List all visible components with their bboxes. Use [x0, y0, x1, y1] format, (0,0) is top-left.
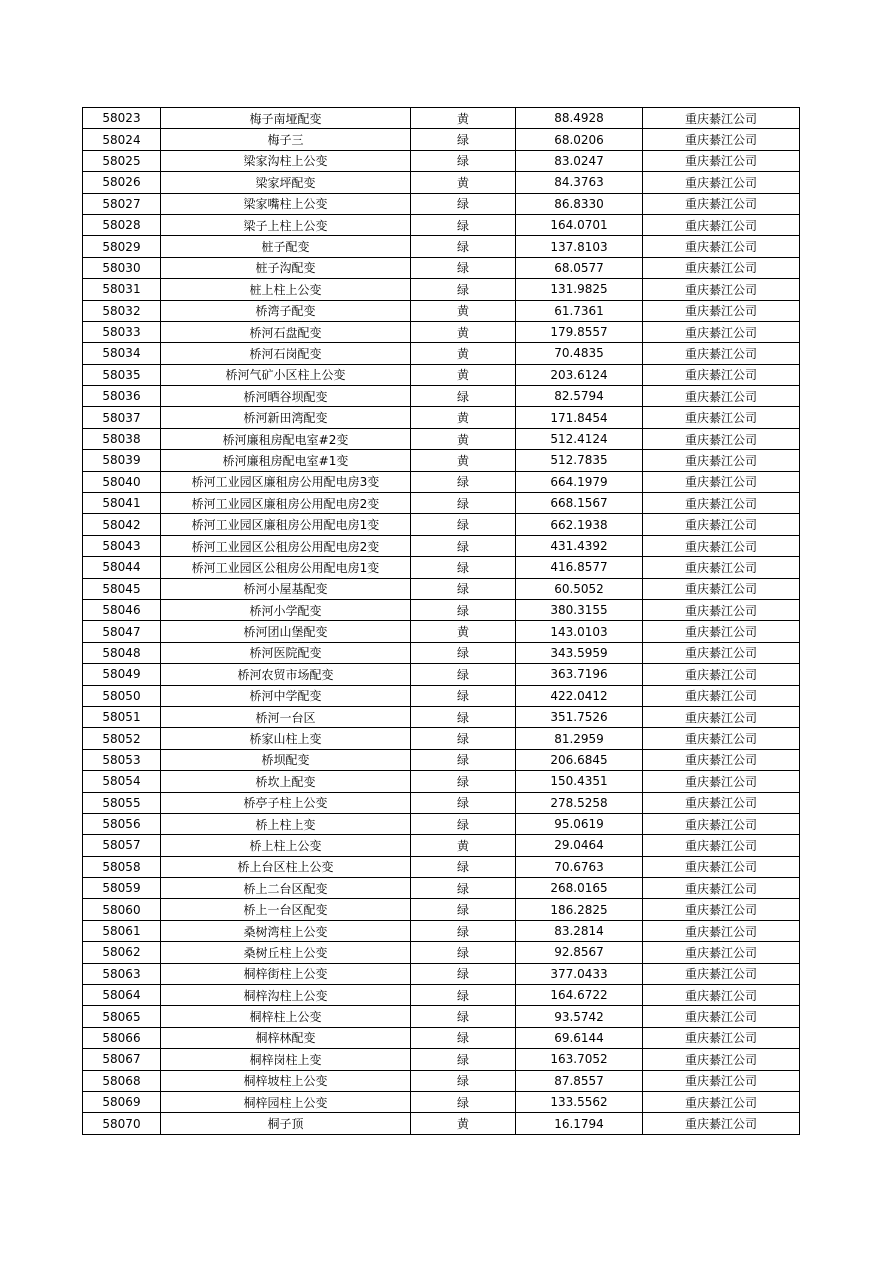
cell-value: 512.4124: [516, 428, 643, 449]
cell-name: 桩子配变: [161, 236, 411, 257]
cell-status: 黄: [411, 343, 516, 364]
cell-name: 桐子顶: [161, 1113, 411, 1134]
cell-status: 绿: [411, 963, 516, 984]
cell-status: 绿: [411, 279, 516, 300]
cell-company: 重庆綦江公司: [643, 1049, 800, 1070]
table-row: [83, 706, 800, 727]
cell-status: 绿: [411, 386, 516, 407]
cell-value: 377.0433: [516, 963, 643, 984]
cell-company: 重庆綦江公司: [643, 321, 800, 342]
cell-status: 黄: [411, 407, 516, 428]
cell-name: 桥湾子配变: [161, 300, 411, 321]
cell-id: 58039: [83, 450, 161, 471]
table-row: [83, 685, 800, 706]
cell-value: 61.7361: [516, 300, 643, 321]
cell-value: 16.1794: [516, 1113, 643, 1134]
cell-status: 绿: [411, 471, 516, 492]
cell-status: 绿: [411, 493, 516, 514]
cell-company: 重庆綦江公司: [643, 557, 800, 578]
table-row: [83, 642, 800, 663]
cell-id: 58023: [83, 108, 161, 129]
cell-value: 164.6722: [516, 985, 643, 1006]
cell-value: 137.8103: [516, 236, 643, 257]
cell-id: 58050: [83, 685, 161, 706]
cell-id: 58053: [83, 749, 161, 770]
cell-status: 绿: [411, 942, 516, 963]
table-row: [83, 963, 800, 984]
cell-id: 58037: [83, 407, 161, 428]
cell-id: 58033: [83, 321, 161, 342]
cell-id: 58025: [83, 150, 161, 171]
cell-value: 668.1567: [516, 493, 643, 514]
cell-id: 58036: [83, 386, 161, 407]
cell-status: 绿: [411, 685, 516, 706]
cell-status: 绿: [411, 129, 516, 150]
cell-id: 58045: [83, 578, 161, 599]
cell-name: 梁子上柱上公变: [161, 214, 411, 235]
cell-company: 重庆綦江公司: [643, 300, 800, 321]
cell-value: 343.5959: [516, 642, 643, 663]
cell-name: 梅子南垭配变: [161, 108, 411, 129]
table-row: [83, 150, 800, 171]
cell-name: 桥河工业园区公租房公用配电房1变: [161, 557, 411, 578]
cell-company: 重庆綦江公司: [643, 471, 800, 492]
cell-name: 梅子三: [161, 129, 411, 150]
table-row: [83, 856, 800, 877]
cell-company: 重庆綦江公司: [643, 1006, 800, 1027]
cell-name: 桥河工业园区廉租房公用配电房3变: [161, 471, 411, 492]
table-row: [83, 985, 800, 1006]
cell-name: 桑树湾柱上公变: [161, 920, 411, 941]
cell-status: 绿: [411, 599, 516, 620]
cell-id: 58034: [83, 343, 161, 364]
cell-status: 黄: [411, 428, 516, 449]
cell-value: 171.8454: [516, 407, 643, 428]
cell-status: 黄: [411, 450, 516, 471]
cell-company: 重庆綦江公司: [643, 386, 800, 407]
table-row: [83, 493, 800, 514]
cell-value: 278.5258: [516, 792, 643, 813]
cell-value: 143.0103: [516, 621, 643, 642]
cell-name: 桥河一台区: [161, 706, 411, 727]
cell-company: 重庆綦江公司: [643, 728, 800, 749]
cell-status: 绿: [411, 813, 516, 834]
cell-company: 重庆綦江公司: [643, 578, 800, 599]
cell-status: 绿: [411, 1091, 516, 1112]
cell-company: 重庆綦江公司: [643, 364, 800, 385]
cell-company: 重庆綦江公司: [643, 493, 800, 514]
table-row: [83, 428, 800, 449]
table-row: [83, 771, 800, 792]
cell-value: 363.7196: [516, 664, 643, 685]
cell-value: 69.6144: [516, 1027, 643, 1048]
cell-value: 431.4392: [516, 535, 643, 556]
cell-value: 68.0577: [516, 257, 643, 278]
cell-value: 82.5794: [516, 386, 643, 407]
cell-company: 重庆綦江公司: [643, 108, 800, 129]
cell-status: 绿: [411, 1006, 516, 1027]
cell-name: 桥河石岗配变: [161, 343, 411, 364]
cell-id: 58052: [83, 728, 161, 749]
cell-value: 179.8557: [516, 321, 643, 342]
cell-name: 桥河小屋基配变: [161, 578, 411, 599]
cell-name: 桥上一台区配变: [161, 899, 411, 920]
table-row: [83, 1006, 800, 1027]
cell-name: 桥亭子柱上公变: [161, 792, 411, 813]
cell-name: 桥河团山堡配变: [161, 621, 411, 642]
table-row: [83, 300, 800, 321]
cell-name: 桥上柱上公变: [161, 835, 411, 856]
cell-id: 58027: [83, 193, 161, 214]
cell-value: 92.8567: [516, 942, 643, 963]
cell-name: 桐梓园柱上公变: [161, 1091, 411, 1112]
cell-id: 58026: [83, 172, 161, 193]
cell-id: 58035: [83, 364, 161, 385]
table-row: [83, 321, 800, 342]
cell-company: 重庆綦江公司: [643, 450, 800, 471]
cell-company: 重庆綦江公司: [643, 749, 800, 770]
cell-status: 绿: [411, 749, 516, 770]
table-row: [83, 514, 800, 535]
cell-company: 重庆綦江公司: [643, 878, 800, 899]
table-row: [83, 193, 800, 214]
cell-status: 黄: [411, 172, 516, 193]
cell-company: 重庆綦江公司: [643, 942, 800, 963]
cell-name: 桥河农贸市场配变: [161, 664, 411, 685]
cell-value: 83.0247: [516, 150, 643, 171]
cell-company: 重庆綦江公司: [643, 343, 800, 364]
cell-company: 重庆綦江公司: [643, 535, 800, 556]
table-row: [83, 813, 800, 834]
cell-value: 93.5742: [516, 1006, 643, 1027]
cell-company: 重庆綦江公司: [643, 1070, 800, 1091]
cell-company: 重庆綦江公司: [643, 856, 800, 877]
cell-company: 重庆綦江公司: [643, 771, 800, 792]
table-row: [83, 471, 800, 492]
cell-id: 58065: [83, 1006, 161, 1027]
cell-name: 桥河新田湾配变: [161, 407, 411, 428]
cell-id: 58064: [83, 985, 161, 1006]
table-row: [83, 1027, 800, 1048]
table-row: [83, 1091, 800, 1112]
cell-name: 桐梓岗柱上变: [161, 1049, 411, 1070]
table-row: [83, 172, 800, 193]
table-row: [83, 792, 800, 813]
cell-value: 164.0701: [516, 214, 643, 235]
cell-company: 重庆綦江公司: [643, 813, 800, 834]
cell-id: 58060: [83, 899, 161, 920]
cell-status: 绿: [411, 514, 516, 535]
cell-company: 重庆綦江公司: [643, 514, 800, 535]
cell-company: 重庆綦江公司: [643, 985, 800, 1006]
cell-company: 重庆綦江公司: [643, 835, 800, 856]
cell-company: 重庆綦江公司: [643, 193, 800, 214]
cell-status: 黄: [411, 300, 516, 321]
cell-status: 绿: [411, 150, 516, 171]
table-row: [83, 942, 800, 963]
cell-status: 绿: [411, 642, 516, 663]
cell-id: 58049: [83, 664, 161, 685]
cell-company: 重庆綦江公司: [643, 963, 800, 984]
cell-name: 桥河廉租房配电室#1变: [161, 450, 411, 471]
cell-name: 桥坎上配变: [161, 771, 411, 792]
cell-id: 58042: [83, 514, 161, 535]
cell-company: 重庆綦江公司: [643, 1027, 800, 1048]
cell-status: 绿: [411, 920, 516, 941]
cell-name: 桐梓街柱上公变: [161, 963, 411, 984]
table-row: [83, 108, 800, 129]
cell-status: 绿: [411, 899, 516, 920]
table-row: [83, 664, 800, 685]
cell-name: 桥河工业园区廉租房公用配电房1变: [161, 514, 411, 535]
cell-name: 桐梓柱上公变: [161, 1006, 411, 1027]
cell-name: 桥家山柱上变: [161, 728, 411, 749]
cell-name: 桥河气矿小区柱上公变: [161, 364, 411, 385]
cell-id: 58054: [83, 771, 161, 792]
cell-status: 黄: [411, 108, 516, 129]
table-row: [83, 899, 800, 920]
cell-status: 绿: [411, 557, 516, 578]
cell-status: 绿: [411, 728, 516, 749]
table-row: [83, 1113, 800, 1134]
cell-company: 重庆綦江公司: [643, 172, 800, 193]
cell-company: 重庆綦江公司: [643, 150, 800, 171]
cell-name: 梁家坪配变: [161, 172, 411, 193]
cell-name: 桐梓沟柱上公变: [161, 985, 411, 1006]
cell-id: 58056: [83, 813, 161, 834]
cell-value: 133.5562: [516, 1091, 643, 1112]
table-row: [83, 599, 800, 620]
cell-value: 87.8557: [516, 1070, 643, 1091]
table-row: [83, 1049, 800, 1070]
cell-company: 重庆綦江公司: [643, 257, 800, 278]
cell-status: 绿: [411, 985, 516, 1006]
cell-status: 绿: [411, 257, 516, 278]
cell-value: 268.0165: [516, 878, 643, 899]
table-row: [83, 129, 800, 150]
cell-id: 58062: [83, 942, 161, 963]
cell-value: 150.4351: [516, 771, 643, 792]
cell-value: 163.7052: [516, 1049, 643, 1070]
cell-name: 桩子沟配变: [161, 257, 411, 278]
cell-status: 绿: [411, 193, 516, 214]
cell-status: 黄: [411, 835, 516, 856]
cell-name: 桥坝配变: [161, 749, 411, 770]
cell-value: 203.6124: [516, 364, 643, 385]
cell-id: 58070: [83, 1113, 161, 1134]
cell-name: 桥河廉租房配电室#2变: [161, 428, 411, 449]
cell-name: 桥河工业园区廉租房公用配电房2变: [161, 493, 411, 514]
cell-company: 重庆綦江公司: [643, 407, 800, 428]
cell-value: 351.7526: [516, 706, 643, 727]
table-row: [83, 621, 800, 642]
table-row: [83, 535, 800, 556]
cell-status: 绿: [411, 792, 516, 813]
cell-id: 58038: [83, 428, 161, 449]
cell-status: 绿: [411, 1027, 516, 1048]
cell-id: 58043: [83, 535, 161, 556]
cell-id: 58058: [83, 856, 161, 877]
table-row: [83, 578, 800, 599]
cell-id: 58066: [83, 1027, 161, 1048]
cell-company: 重庆綦江公司: [643, 642, 800, 663]
cell-id: 58059: [83, 878, 161, 899]
cell-value: 84.3763: [516, 172, 643, 193]
cell-value: 68.0206: [516, 129, 643, 150]
cell-status: 黄: [411, 621, 516, 642]
cell-status: 绿: [411, 535, 516, 556]
cell-status: 绿: [411, 771, 516, 792]
cell-name: 桥河医院配变: [161, 642, 411, 663]
cell-id: 58030: [83, 257, 161, 278]
cell-status: 绿: [411, 214, 516, 235]
cell-status: 黄: [411, 321, 516, 342]
cell-company: 重庆綦江公司: [643, 214, 800, 235]
cell-company: 重庆綦江公司: [643, 599, 800, 620]
cell-id: 58061: [83, 920, 161, 941]
cell-name: 桐梓林配变: [161, 1027, 411, 1048]
cell-status: 绿: [411, 856, 516, 877]
cell-name: 桑树丘柱上公变: [161, 942, 411, 963]
cell-name: 桐梓坡柱上公变: [161, 1070, 411, 1091]
cell-name: 桥上柱上变: [161, 813, 411, 834]
cell-company: 重庆綦江公司: [643, 279, 800, 300]
cell-value: 81.2959: [516, 728, 643, 749]
cell-value: 83.2814: [516, 920, 643, 941]
cell-id: 58046: [83, 599, 161, 620]
cell-company: 重庆綦江公司: [643, 236, 800, 257]
cell-name: 梁家沟柱上公变: [161, 150, 411, 171]
table-row: [83, 557, 800, 578]
table-row: [83, 386, 800, 407]
cell-value: 95.0619: [516, 813, 643, 834]
cell-id: 58032: [83, 300, 161, 321]
table-row: [83, 835, 800, 856]
table-row: [83, 236, 800, 257]
cell-id: 58031: [83, 279, 161, 300]
table-row: [83, 407, 800, 428]
cell-company: 重庆綦江公司: [643, 899, 800, 920]
table-row: [83, 214, 800, 235]
cell-id: 58063: [83, 963, 161, 984]
cell-value: 86.8330: [516, 193, 643, 214]
cell-company: 重庆綦江公司: [643, 664, 800, 685]
table-row: [83, 257, 800, 278]
table-row: [83, 450, 800, 471]
cell-name: 桥上二台区配变: [161, 878, 411, 899]
cell-name: 桥河中学配变: [161, 685, 411, 706]
cell-value: 380.3155: [516, 599, 643, 620]
cell-status: 黄: [411, 364, 516, 385]
cell-company: 重庆綦江公司: [643, 920, 800, 941]
cell-status: 绿: [411, 236, 516, 257]
cell-name: 桥上台区柱上公变: [161, 856, 411, 877]
cell-id: 58044: [83, 557, 161, 578]
cell-id: 58029: [83, 236, 161, 257]
cell-id: 58051: [83, 706, 161, 727]
cell-id: 58057: [83, 835, 161, 856]
table-row: [83, 878, 800, 899]
cell-name: 桥河小学配变: [161, 599, 411, 620]
cell-company: 重庆綦江公司: [643, 428, 800, 449]
cell-value: 512.7835: [516, 450, 643, 471]
cell-value: 70.4835: [516, 343, 643, 364]
station-data-table: [82, 107, 800, 1135]
cell-company: 重庆綦江公司: [643, 621, 800, 642]
cell-id: 58024: [83, 129, 161, 150]
table-row: [83, 728, 800, 749]
cell-value: 206.6845: [516, 749, 643, 770]
cell-id: 58028: [83, 214, 161, 235]
cell-id: 58040: [83, 471, 161, 492]
cell-status: 绿: [411, 664, 516, 685]
cell-value: 416.8577: [516, 557, 643, 578]
table-row: [83, 364, 800, 385]
cell-id: 58048: [83, 642, 161, 663]
cell-value: 664.1979: [516, 471, 643, 492]
table-row: [83, 749, 800, 770]
cell-id: 58067: [83, 1049, 161, 1070]
cell-status: 绿: [411, 1070, 516, 1091]
cell-status: 绿: [411, 706, 516, 727]
cell-id: 58068: [83, 1070, 161, 1091]
cell-name: 桥河石盘配变: [161, 321, 411, 342]
cell-status: 绿: [411, 878, 516, 899]
cell-value: 422.0412: [516, 685, 643, 706]
cell-status: 绿: [411, 1049, 516, 1070]
cell-company: 重庆綦江公司: [643, 685, 800, 706]
cell-status: 黄: [411, 1113, 516, 1134]
cell-name: 桩上柱上公变: [161, 279, 411, 300]
cell-value: 186.2825: [516, 899, 643, 920]
cell-value: 662.1938: [516, 514, 643, 535]
table-row: [83, 279, 800, 300]
cell-id: 58047: [83, 621, 161, 642]
cell-id: 58041: [83, 493, 161, 514]
table-row: [83, 1070, 800, 1091]
cell-company: 重庆綦江公司: [643, 792, 800, 813]
cell-id: 58069: [83, 1091, 161, 1112]
cell-name: 梁家嘴柱上公变: [161, 193, 411, 214]
cell-status: 绿: [411, 578, 516, 599]
table-body: [83, 108, 800, 1135]
cell-company: 重庆綦江公司: [643, 129, 800, 150]
table-row: [83, 920, 800, 941]
cell-name: 桥河工业园区公租房公用配电房2变: [161, 535, 411, 556]
cell-value: 131.9825: [516, 279, 643, 300]
cell-company: 重庆綦江公司: [643, 1091, 800, 1112]
cell-company: 重庆綦江公司: [643, 1113, 800, 1134]
cell-name: 桥河晒谷坝配变: [161, 386, 411, 407]
cell-value: 29.0464: [516, 835, 643, 856]
cell-company: 重庆綦江公司: [643, 706, 800, 727]
table-row: [83, 343, 800, 364]
cell-value: 88.4928: [516, 108, 643, 129]
cell-id: 58055: [83, 792, 161, 813]
cell-value: 60.5052: [516, 578, 643, 599]
cell-value: 70.6763: [516, 856, 643, 877]
